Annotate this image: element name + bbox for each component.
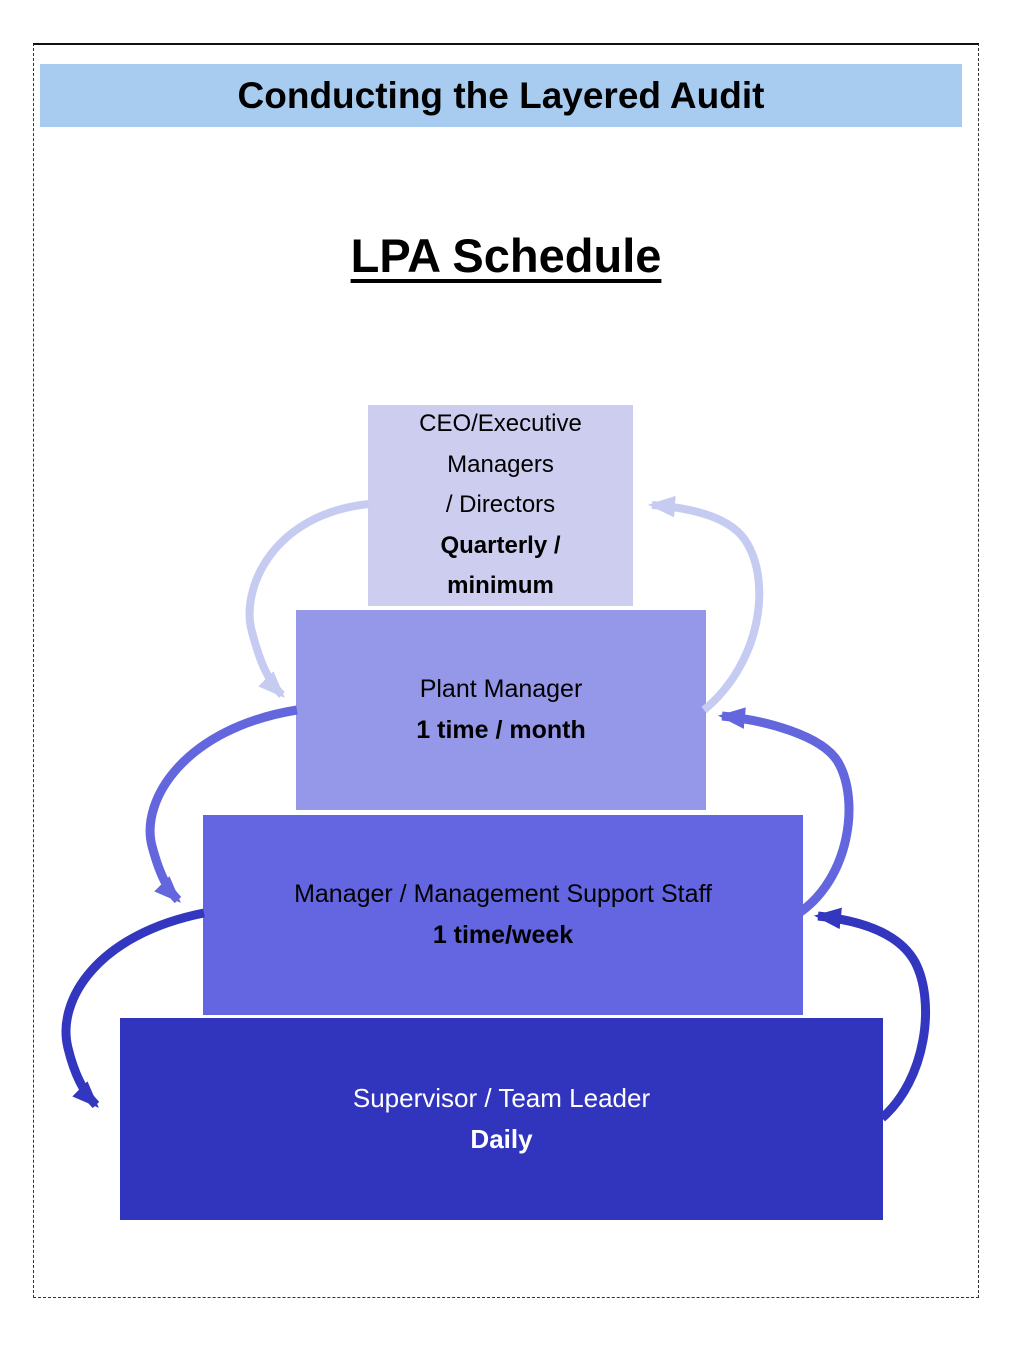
level-role-line: Plant Manager [419,675,583,703]
level-frequency-line: minimum [447,572,554,600]
level-role-line: Supervisor / Team Leader [352,1083,651,1113]
level-role-line: CEO/Executive [419,410,582,438]
level-frequency-line: 1 time/week [432,921,574,949]
slide-title: Conducting the Layered Audit [237,74,765,116]
pyramid-level-ceo [368,405,633,606]
level-frequency-line: Quarterly / [440,531,561,559]
level-role-line: Managers [447,450,554,478]
lpa-schedule-heading-text: LPA Schedule [350,229,662,282]
level-frequency-line: 1 time / month [416,716,586,744]
level-frequency-line: Daily [470,1124,533,1154]
level-role-line: Manager / Management Support Staff [294,880,712,908]
pyramid-level-manager [203,815,803,1015]
pyramid-level-plant-manager [296,610,706,810]
level-role-line: / Directors [445,491,556,519]
slide-title-bar [40,64,962,127]
lpa-schedule-heading [33,228,979,283]
pyramid-level-supervisor [120,1018,883,1220]
